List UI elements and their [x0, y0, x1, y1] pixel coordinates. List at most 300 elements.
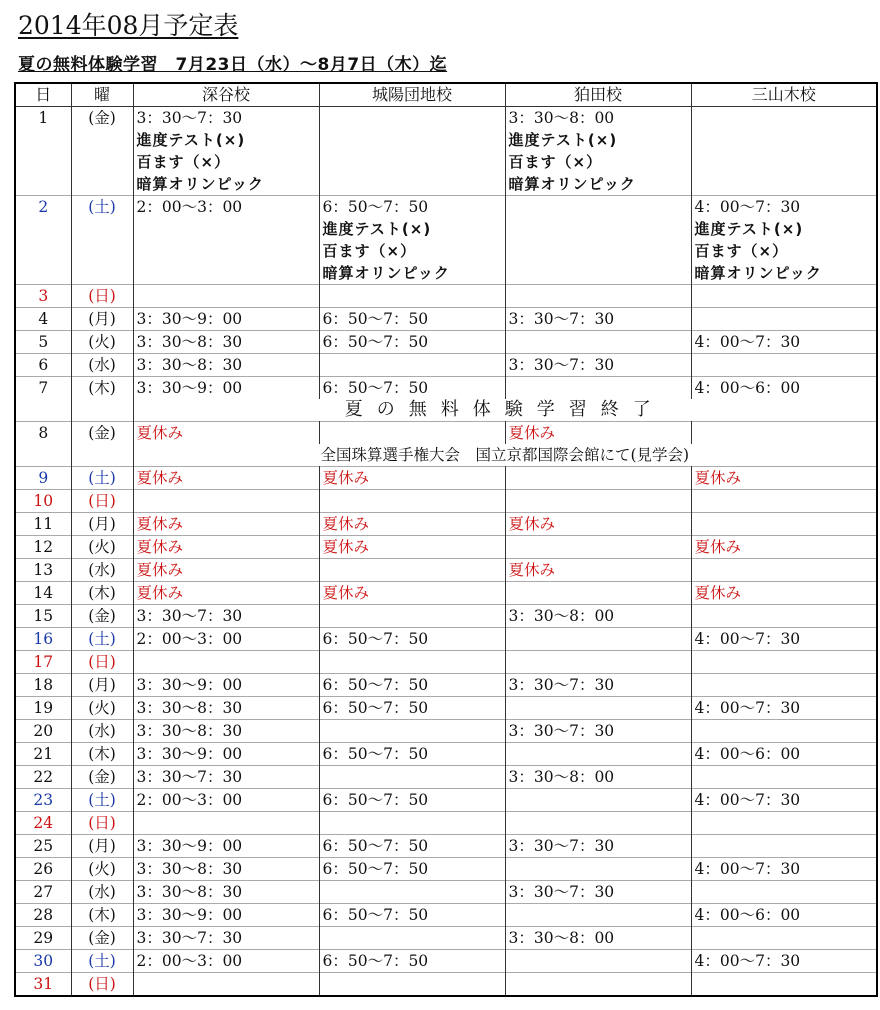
table-row — [15, 904, 877, 927]
schedule-cell-miyamaki — [691, 950, 877, 973]
schedule-cell-komada — [505, 490, 691, 513]
note-spacer — [71, 399, 133, 422]
schedule-text: 3：30～7：30 — [136, 607, 243, 625]
note-spacer — [71, 444, 133, 467]
schedule-cell-fukaya — [133, 308, 319, 331]
schedule-cell-fukaya — [133, 858, 319, 881]
schedule-text: 3：30～7：30 — [508, 837, 615, 855]
weekday-cell: (月) — [71, 308, 133, 331]
schedule-text: 百ます（×） — [694, 242, 789, 260]
table-row — [15, 285, 877, 308]
schedule-cell-komada — [505, 628, 691, 651]
schedule-text: 3：30～9：00 — [136, 745, 243, 763]
schedule-cell-joyo-danchi — [319, 196, 505, 285]
schedule-cell-fukaya — [133, 743, 319, 766]
schedule-cell-miyamaki — [691, 490, 877, 513]
schedule-cell-komada — [505, 835, 691, 858]
day-cell: 15 — [15, 605, 71, 628]
schedule-text: 夏休み — [136, 561, 184, 579]
weekday-cell: (木) — [71, 904, 133, 927]
table-row — [15, 422, 877, 445]
schedule-text: 4：00～7：30 — [694, 333, 801, 351]
schedule-cell-miyamaki — [691, 107, 877, 196]
schedule-cell-miyamaki — [691, 881, 877, 904]
weekday-cell: (日) — [71, 285, 133, 308]
schedule-cell-miyamaki — [691, 904, 877, 927]
schedule-note: 全国珠算選手権大会 国立京都国際会館にて(見学会) — [133, 444, 877, 467]
schedule-cell-joyo-danchi — [319, 651, 505, 674]
weekday-cell: (土) — [71, 789, 133, 812]
weekday-cell: (火) — [71, 697, 133, 720]
schedule-text: 3：30～8：30 — [136, 860, 243, 878]
schedule-text: 3：30～9：00 — [136, 379, 243, 397]
day-cell: 30 — [15, 950, 71, 973]
schedule-text: 百ます（×） — [136, 153, 231, 171]
header-weekday: 曜 — [71, 83, 133, 107]
schedule-cell-joyo-danchi — [319, 582, 505, 605]
header-day: 日 — [15, 83, 71, 107]
day-cell: 26 — [15, 858, 71, 881]
schedule-cell-joyo-danchi — [319, 107, 505, 196]
schedule-text: 夏休み — [322, 515, 370, 533]
weekday-cell: (金) — [71, 927, 133, 950]
schedule-cell-miyamaki — [691, 973, 877, 997]
schedule-cell-komada — [505, 467, 691, 490]
schedule-cell-miyamaki — [691, 697, 877, 720]
schedule-text: 4：00～6：00 — [694, 906, 801, 924]
weekday-cell: (金) — [71, 107, 133, 196]
day-cell: 8 — [15, 422, 71, 445]
table-row — [15, 674, 877, 697]
schedule-cell-miyamaki — [691, 858, 877, 881]
schedule-text: 夏休み — [694, 584, 742, 602]
schedule-cell-miyamaki — [691, 536, 877, 559]
schedule-cell-miyamaki — [691, 812, 877, 835]
schedule-text: 百ます（×） — [508, 153, 603, 171]
schedule-cell-fukaya — [133, 285, 319, 308]
schedule-cell-miyamaki — [691, 605, 877, 628]
schedule-cell-miyamaki — [691, 467, 877, 490]
schedule-text: 4：00～7：30 — [694, 791, 801, 809]
weekday-cell: (水) — [71, 720, 133, 743]
schedule-cell-fukaya — [133, 422, 319, 445]
day-cell: 12 — [15, 536, 71, 559]
schedule-cell-komada — [505, 858, 691, 881]
schedule-cell-joyo-danchi — [319, 605, 505, 628]
schedule-text: 百ます（×） — [322, 242, 417, 260]
schedule-cell-fukaya — [133, 904, 319, 927]
schedule-text: 夏休み — [322, 584, 370, 602]
weekday-cell: (金) — [71, 766, 133, 789]
schedule-cell-joyo-danchi — [319, 950, 505, 973]
schedule-cell-miyamaki — [691, 743, 877, 766]
day-cell: 19 — [15, 697, 71, 720]
schedule-cell-joyo-danchi — [319, 331, 505, 354]
schedule-cell-fukaya — [133, 789, 319, 812]
day-cell: 5 — [15, 331, 71, 354]
schedule-cell-komada — [505, 536, 691, 559]
schedule-cell-miyamaki — [691, 422, 877, 445]
schedule-text: 3：30～7：30 — [136, 109, 243, 127]
schedule-cell-joyo-danchi — [319, 720, 505, 743]
schedule-cell-komada — [505, 766, 691, 789]
schedule-text: 3：30～7：30 — [508, 356, 615, 374]
weekday-cell: (木) — [71, 743, 133, 766]
schedule-cell-miyamaki — [691, 285, 877, 308]
schedule-cell-miyamaki — [691, 354, 877, 377]
schedule-text: 進度テスト(×) — [508, 131, 618, 149]
schedule-cell-joyo-danchi — [319, 490, 505, 513]
schedule-cell-komada — [505, 331, 691, 354]
schedule-text: 6：50～7：50 — [322, 791, 429, 809]
note-spacer — [15, 399, 71, 422]
schedule-cell-komada — [505, 196, 691, 285]
table-row — [15, 582, 877, 605]
schedule-cell-fukaya — [133, 559, 319, 582]
schedule-table — [14, 82, 878, 997]
schedule-cell-joyo-danchi — [319, 285, 505, 308]
schedule-cell-miyamaki — [691, 513, 877, 536]
schedule-text: 3：30～9：00 — [136, 676, 243, 694]
schedule-text: 3：30～8：00 — [508, 929, 615, 947]
schedule-cell-fukaya — [133, 377, 319, 400]
schedule-cell-miyamaki — [691, 927, 877, 950]
schedule-cell-joyo-danchi — [319, 628, 505, 651]
schedule-cell-fukaya — [133, 697, 319, 720]
schedule-text: 2：00～3：00 — [136, 630, 243, 648]
weekday-cell: (日) — [71, 812, 133, 835]
weekday-cell: (月) — [71, 674, 133, 697]
schedule-cell-komada — [505, 697, 691, 720]
day-cell: 27 — [15, 881, 71, 904]
schedule-text: 3：30～8：00 — [508, 109, 615, 127]
table-row — [15, 881, 877, 904]
schedule-cell-joyo-danchi — [319, 513, 505, 536]
page-title: 2014年08月予定表 — [18, 11, 239, 40]
schedule-cell-fukaya — [133, 628, 319, 651]
schedule-cell-joyo-danchi — [319, 422, 505, 445]
table-row — [15, 743, 877, 766]
day-cell: 6 — [15, 354, 71, 377]
schedule-text: 6：50～7：50 — [322, 745, 429, 763]
schedule-cell-komada — [505, 812, 691, 835]
schedule-cell-fukaya — [133, 513, 319, 536]
schedule-text: 3：30～8：30 — [136, 699, 243, 717]
day-cell: 16 — [15, 628, 71, 651]
schedule-text: 2：00～3：00 — [136, 198, 243, 216]
schedule-cell-komada — [505, 285, 691, 308]
schedule-text: 進度テスト(×) — [136, 131, 246, 149]
schedule-cell-fukaya — [133, 674, 319, 697]
schedule-text: 6：50～7：50 — [322, 198, 429, 216]
schedule-cell-joyo-danchi — [319, 467, 505, 490]
schedule-text: 3：30～7：30 — [508, 310, 615, 328]
schedule-cell-fukaya — [133, 536, 319, 559]
schedule-cell-komada — [505, 904, 691, 927]
header-komada: 狛田校 — [505, 83, 691, 107]
weekday-cell: (土) — [71, 950, 133, 973]
table-row — [15, 927, 877, 950]
day-cell: 7 — [15, 377, 71, 400]
day-cell: 17 — [15, 651, 71, 674]
table-row — [15, 651, 877, 674]
schedule-text: 夏休み — [136, 469, 184, 487]
schedule-cell-joyo-danchi — [319, 858, 505, 881]
schedule-cell-joyo-danchi — [319, 697, 505, 720]
schedule-cell-komada — [505, 674, 691, 697]
schedule-cell-joyo-danchi — [319, 881, 505, 904]
schedule-text: 4：00～7：30 — [694, 860, 801, 878]
schedule-text: 3：30～7：30 — [136, 929, 243, 947]
schedule-cell-joyo-danchi — [319, 835, 505, 858]
schedule-text: 暗算オリンピック — [322, 264, 450, 282]
schedule-text: 夏休み — [508, 424, 556, 442]
schedule-text: 3：30～8：30 — [136, 722, 243, 740]
weekday-cell: (月) — [71, 835, 133, 858]
schedule-cell-joyo-danchi — [319, 536, 505, 559]
weekday-cell: (火) — [71, 858, 133, 881]
schedule-text: 夏休み — [136, 538, 184, 556]
schedule-text: 3：30～8：30 — [136, 883, 243, 901]
schedule-text: 3：30～8：00 — [508, 768, 615, 786]
schedule-cell-komada — [505, 973, 691, 997]
schedule-cell-komada — [505, 605, 691, 628]
schedule-text: 6：50～7：50 — [322, 837, 429, 855]
schedule-cell-fukaya — [133, 605, 319, 628]
schedule-text: 6：50～7：50 — [322, 952, 429, 970]
schedule-cell-komada — [505, 789, 691, 812]
schedule-cell-komada — [505, 107, 691, 196]
table-body — [15, 107, 877, 997]
table-row — [15, 605, 877, 628]
schedule-cell-miyamaki — [691, 651, 877, 674]
schedule-cell-fukaya — [133, 835, 319, 858]
schedule-cell-fukaya — [133, 651, 319, 674]
header-miyamaki: 三山木校 — [691, 83, 877, 107]
schedule-text: 2：00～3：00 — [136, 791, 243, 809]
day-cell: 4 — [15, 308, 71, 331]
table-row — [15, 973, 877, 997]
note-spacer — [15, 444, 71, 467]
schedule-cell-komada — [505, 720, 691, 743]
schedule-text: 夏休み — [694, 538, 742, 556]
schedule-cell-fukaya — [133, 973, 319, 997]
schedule-text: 6：50～7：50 — [322, 630, 429, 648]
schedule-cell-fukaya — [133, 490, 319, 513]
schedule-cell-joyo-danchi — [319, 927, 505, 950]
schedule-text: 夏休み — [136, 424, 184, 442]
weekday-cell: (日) — [71, 490, 133, 513]
schedule-cell-joyo-danchi — [319, 354, 505, 377]
schedule-cell-miyamaki — [691, 835, 877, 858]
weekday-cell: (日) — [71, 651, 133, 674]
weekday-cell: (金) — [71, 605, 133, 628]
weekday-cell: (火) — [71, 331, 133, 354]
schedule-cell-fukaya — [133, 720, 319, 743]
schedule-cell-joyo-danchi — [319, 973, 505, 997]
day-cell: 13 — [15, 559, 71, 582]
schedule-text: 6：50～7：50 — [322, 699, 429, 717]
day-cell: 21 — [15, 743, 71, 766]
schedule-cell-komada — [505, 927, 691, 950]
table-row — [15, 308, 877, 331]
schedule-text: 6：50～7：50 — [322, 906, 429, 924]
table-row — [15, 812, 877, 835]
table-row — [15, 835, 877, 858]
note-row — [15, 444, 877, 467]
table-header-row — [15, 83, 877, 107]
schedule-cell-komada — [505, 308, 691, 331]
schedule-cell-fukaya — [133, 582, 319, 605]
schedule-cell-komada — [505, 881, 691, 904]
schedule-cell-joyo-danchi — [319, 904, 505, 927]
schedule-cell-komada — [505, 513, 691, 536]
schedule-cell-fukaya — [133, 950, 319, 973]
schedule-text: 3：30～8：30 — [136, 333, 243, 351]
table-row — [15, 766, 877, 789]
schedule-text: 3：30～7：30 — [508, 883, 615, 901]
schedule-text: 暗算オリンピック — [508, 175, 636, 193]
table-row — [15, 536, 877, 559]
schedule-text: 進度テスト(×) — [322, 220, 432, 238]
schedule-cell-komada — [505, 582, 691, 605]
schedule-cell-miyamaki — [691, 582, 877, 605]
schedule-cell-fukaya — [133, 107, 319, 196]
schedule-text: 6：50～7：50 — [322, 333, 429, 351]
schedule-note: 夏の無料体験学習終了 — [133, 399, 877, 422]
schedule-cell-joyo-danchi — [319, 766, 505, 789]
day-cell: 3 — [15, 285, 71, 308]
day-cell: 23 — [15, 789, 71, 812]
schedule-cell-fukaya — [133, 812, 319, 835]
schedule-cell-komada — [505, 651, 691, 674]
weekday-cell: (土) — [71, 467, 133, 490]
table-row — [15, 467, 877, 490]
schedule-text: 暗算オリンピック — [136, 175, 264, 193]
day-cell: 29 — [15, 927, 71, 950]
table-row — [15, 950, 877, 973]
table-row — [15, 789, 877, 812]
schedule-text: 3：30～7：30 — [508, 722, 615, 740]
day-cell: 9 — [15, 467, 71, 490]
day-cell: 11 — [15, 513, 71, 536]
day-cell: 1 — [15, 107, 71, 196]
schedule-cell-joyo-danchi — [319, 559, 505, 582]
day-cell: 22 — [15, 766, 71, 789]
day-cell: 14 — [15, 582, 71, 605]
weekday-cell: (水) — [71, 354, 133, 377]
schedule-text: 夏休み — [322, 469, 370, 487]
schedule-text: 夏休み — [136, 584, 184, 602]
schedule-cell-miyamaki — [691, 720, 877, 743]
schedule-cell-fukaya — [133, 881, 319, 904]
day-cell: 24 — [15, 812, 71, 835]
schedule-text: 4：00～7：30 — [694, 952, 801, 970]
weekday-cell: (月) — [71, 513, 133, 536]
table-row — [15, 720, 877, 743]
note-row — [15, 399, 877, 422]
schedule-cell-miyamaki — [691, 674, 877, 697]
day-cell: 10 — [15, 490, 71, 513]
schedule-cell-fukaya — [133, 331, 319, 354]
schedule-cell-miyamaki — [691, 789, 877, 812]
weekday-cell: (木) — [71, 377, 133, 400]
schedule-cell-komada — [505, 743, 691, 766]
schedule-text: 4：00～7：30 — [694, 630, 801, 648]
schedule-text: 6：50～7：50 — [322, 860, 429, 878]
schedule-cell-miyamaki — [691, 308, 877, 331]
schedule-cell-miyamaki — [691, 559, 877, 582]
schedule-cell-miyamaki — [691, 628, 877, 651]
schedule-text: 3：30～7：30 — [508, 676, 615, 694]
table-row — [15, 331, 877, 354]
schedule-text: 暗算オリンピック — [694, 264, 822, 282]
weekday-cell: (火) — [71, 536, 133, 559]
day-cell: 25 — [15, 835, 71, 858]
day-cell: 18 — [15, 674, 71, 697]
table-row — [15, 628, 877, 651]
table-row — [15, 513, 877, 536]
table-row — [15, 490, 877, 513]
schedule-text: 3：30～9：00 — [136, 906, 243, 924]
table-row — [15, 697, 877, 720]
weekday-cell: (木) — [71, 582, 133, 605]
schedule-text: 夏休み — [322, 538, 370, 556]
schedule-text: 6：50～7：50 — [322, 379, 429, 397]
schedule-text: 4：00～6：00 — [694, 379, 801, 397]
table-row — [15, 196, 877, 285]
table-row — [15, 354, 877, 377]
schedule-cell-fukaya — [133, 354, 319, 377]
header-fukaya: 深谷校 — [133, 83, 319, 107]
weekday-cell: (土) — [71, 628, 133, 651]
schedule-cell-joyo-danchi — [319, 789, 505, 812]
schedule-cell-joyo-danchi — [319, 812, 505, 835]
schedule-cell-komada — [505, 354, 691, 377]
schedule-cell-joyo-danchi — [319, 377, 505, 400]
schedule-text: 進度テスト(×) — [694, 220, 804, 238]
schedule-text: 夏休み — [694, 469, 742, 487]
schedule-text: 3：30～9：00 — [136, 310, 243, 328]
day-cell: 20 — [15, 720, 71, 743]
schedule-text: 夏休み — [508, 515, 556, 533]
schedule-text: 2：00～3：00 — [136, 952, 243, 970]
schedule-cell-fukaya — [133, 927, 319, 950]
day-cell: 2 — [15, 196, 71, 285]
schedule-cell-komada — [505, 950, 691, 973]
schedule-cell-komada — [505, 377, 691, 400]
schedule-text: 4：00～7：30 — [694, 699, 801, 717]
weekday-cell: (水) — [71, 559, 133, 582]
schedule-text: 3：30～8：00 — [508, 607, 615, 625]
schedule-text: 4：00～7：30 — [694, 198, 801, 216]
schedule-text: 3：30～7：30 — [136, 768, 243, 786]
schedule-cell-joyo-danchi — [319, 674, 505, 697]
schedule-cell-miyamaki — [691, 377, 877, 400]
schedule-cell-fukaya — [133, 766, 319, 789]
weekday-cell: (土) — [71, 196, 133, 285]
schedule-text: 6：50～7：50 — [322, 310, 429, 328]
schedule-cell-miyamaki — [691, 766, 877, 789]
schedule-text: 3：30～9：00 — [136, 837, 243, 855]
weekday-cell: (水) — [71, 881, 133, 904]
schedule-text: 3：30～8：30 — [136, 356, 243, 374]
schedule-text: 夏休み — [508, 561, 556, 579]
table-row — [15, 377, 877, 400]
weekday-cell: (金) — [71, 422, 133, 445]
table-row — [15, 107, 877, 196]
schedule-cell-fukaya — [133, 467, 319, 490]
